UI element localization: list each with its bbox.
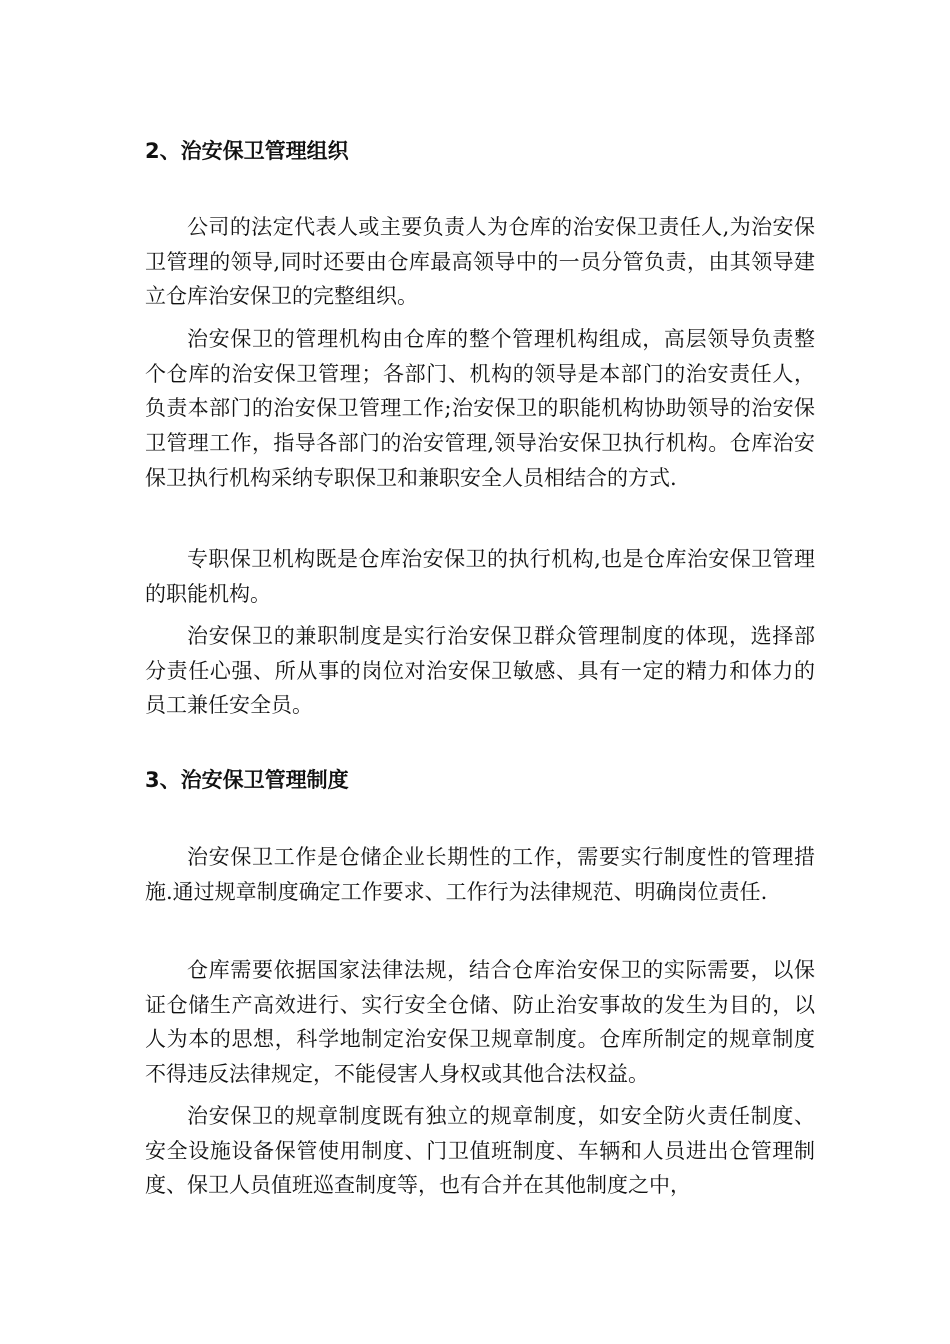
section-heading-regulations: 3、治安保卫管理制度	[145, 768, 349, 792]
paragraph-laws-and-regulations: 仓库需要依据国家法律法规，结合仓库治安保卫的实际需要，以保证仓储生产高效进行、实行安全仓储、防止治安事故的发生为目的，以人为本的思想，科学地制定治安保卫规章制度。仓库所制定的规章制度不得违反法律规定，不能侵害人身权或其他合法权益。	[145, 958, 815, 1087]
paragraph-independent-rules: 治安保卫的规章制度既有独立的规章制度，如安全防火责任制度、安全设施设备保管使用制度、门卫值班制度、车辆和人员进出仓管理制度、保卫人员值班巡查制度等，也有合并在其他制度之中，	[145, 1104, 815, 1198]
paragraph-full-time-security: 专职保卫机构既是仓库治安保卫的执行机构,也是仓库治安保卫管理的职能机构。	[145, 547, 815, 606]
paragraph-management-structure: 治安保卫的管理机构由仓库的整个管理机构组成，高层领导负责整个仓库的治安保卫管理；各部门、机构的领导是本部门的治安责任人，负责本部门的治安保卫管理工作;治安保卫的职能机构协助领导的治安保卫管理工作，指导各部门的治安管理,领导治安保卫执行机构。仓库治安保卫执行机构采纳专职保卫和兼职安全人员相结合的方式.	[145, 327, 815, 490]
paragraph-part-time-system: 治安保卫的兼职制度是实行治安保卫群众管理制度的体现，选择部分责任心强、所从事的岗位对治安保卫敏感、具有一定的精力和体力的员工兼任安全员。	[145, 624, 815, 718]
paragraph-legal-representative: 公司的法定代表人或主要负责人为仓库的治安保卫责任人,为治安保卫管理的领导,同时还要由仓库最高领导中的一员分管负责，由其领导建立仓库治安保卫的完整组织。	[145, 215, 815, 309]
paragraph-long-term-work: 治安保卫工作是仓储企业长期性的工作，需要实行制度性的管理措施.通过规章制度确定工作要求、工作行为法律规范、明确岗位责任.	[145, 845, 815, 904]
section-heading-organization: 2、治安保卫管理组织	[145, 139, 349, 163]
